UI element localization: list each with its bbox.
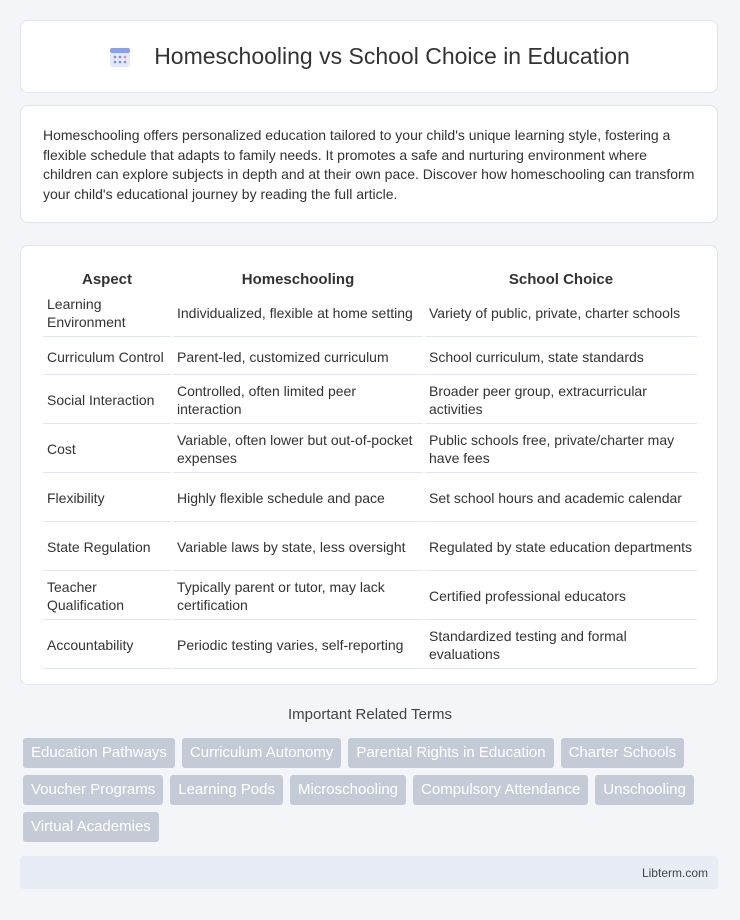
table-row (43, 377, 697, 424)
table-row (43, 475, 697, 522)
comparison-table (41, 266, 699, 671)
cell-school-choice: Set school hours and academic calendar (425, 475, 697, 522)
table-row (43, 524, 697, 571)
intro-text: Homeschooling offers personalized education tailored to your child's unique learning style, fostering a flexible schedule that adapts to family needs. It promotes a safe and nurturing environment where children can explore subjects in depth and at their own pace. Discover how homeschooling can transform your child's educational journey by reading the full article. (43, 127, 695, 202)
cell-aspect: Learning Environment (43, 290, 171, 337)
page-title: Homeschooling vs School Choice in Education (154, 43, 630, 69)
term-tag[interactable]: Microschooling (290, 775, 406, 805)
table-row (43, 622, 697, 669)
cell-homeschooling: Variable laws by state, less oversight (173, 524, 423, 571)
term-tag[interactable]: Unschooling (595, 775, 694, 805)
cell-school-choice: School curriculum, state standards (425, 339, 697, 375)
cell-school-choice: Regulated by state education departments (425, 524, 697, 571)
column-header-school-choice: School Choice (508, 270, 614, 288)
term-tag[interactable]: Curriculum Autonomy (182, 738, 341, 768)
term-tag[interactable]: Voucher Programs (23, 775, 163, 805)
related-terms-title: Important Related Terms (288, 706, 452, 723)
cell-homeschooling: Periodic testing varies, self-reporting (173, 622, 423, 669)
cell-aspect: Accountability (43, 622, 171, 669)
cell-aspect: Cost (43, 426, 171, 473)
cell-homeschooling: Highly flexible schedule and pace (173, 475, 423, 522)
intro-card (20, 105, 718, 223)
cell-aspect: Teacher Qualification (43, 573, 171, 620)
table-row (43, 290, 697, 337)
footer-site-link[interactable]: Libterm.com (641, 865, 708, 880)
table-row (43, 573, 697, 620)
cell-homeschooling: Typically parent or tutor, may lack certification (173, 573, 423, 620)
cell-school-choice: Broader peer group, extracurricular activities (425, 377, 697, 424)
table-row (43, 339, 697, 375)
cell-homeschooling: Individualized, flexible at home setting (173, 290, 423, 337)
header-card (20, 20, 718, 93)
footer (20, 856, 718, 889)
cell-school-choice: Variety of public, private, charter schools (425, 290, 697, 337)
table-header-row (43, 268, 697, 288)
cell-aspect: Social Interaction (43, 377, 171, 424)
cell-aspect: Curriculum Control (43, 339, 171, 375)
cell-school-choice: Standardized testing and formal evaluations (425, 622, 697, 669)
calendar-icon (108, 45, 132, 69)
comparison-card (20, 245, 718, 685)
cell-homeschooling: Parent-led, customized curriculum (173, 339, 423, 375)
term-tag[interactable]: Charter Schools (561, 738, 685, 768)
cell-homeschooling: Variable, often lower but out-of-pocket expenses (173, 426, 423, 473)
term-tag[interactable]: Virtual Academies (23, 812, 159, 842)
column-header-aspect: Aspect (81, 270, 133, 288)
cell-aspect: State Regulation (43, 524, 171, 571)
cell-homeschooling: Controlled, often limited peer interaction (173, 377, 423, 424)
cell-school-choice: Certified professional educators (425, 573, 697, 620)
term-tag[interactable]: Learning Pods (170, 775, 283, 805)
cell-aspect: Flexibility (43, 475, 171, 522)
related-terms-list (23, 738, 723, 842)
term-tag[interactable]: Education Pathways (23, 738, 175, 768)
cell-school-choice: Public schools free, private/charter may have fees (425, 426, 697, 473)
table-row (43, 426, 697, 473)
term-tag[interactable]: Compulsory Attendance (413, 775, 588, 805)
term-tag[interactable]: Parental Rights in Education (348, 738, 553, 768)
column-header-homeschooling: Homeschooling (241, 270, 355, 288)
